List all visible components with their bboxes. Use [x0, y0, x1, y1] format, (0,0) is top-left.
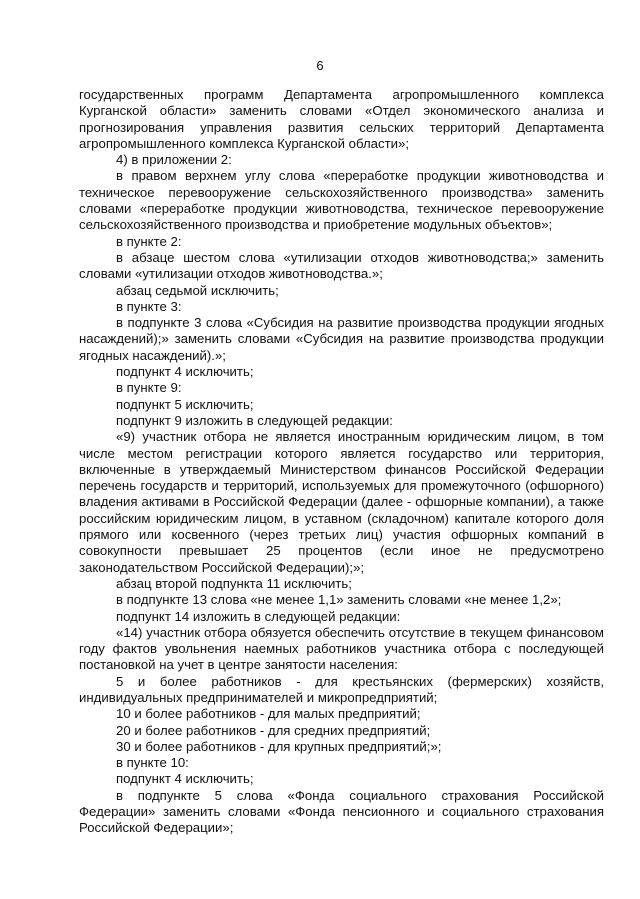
paragraph: 20 и более работников - для средних предприятий; [116, 722, 431, 738]
paragraph: в правом верхнем углу слова «переработке продукции животноводства и техническое перевооружение сельскохозяйственного производства» заменить словами «переработке продукции животноводства, техническое перевооружение сельскохозяйственного производства и приобретение модульных объектов»; [79, 168, 604, 233]
paragraph: в подпункте 3 слова «Субсидия на развитие производства продукции ягодных насаждений);» заменить словами «Субсидия на развитие производства продукции ягодных насаждений).»; [79, 315, 604, 363]
page-number: 6 [316, 58, 324, 73]
paragraph: 30 и более работников - для крупных предприятий;»; [116, 738, 442, 754]
paragraph: подпункт 9 изложить в следующей редакции: [116, 412, 393, 428]
paragraph: в пункте 2: [116, 233, 182, 249]
paragraph: государственных программ Департамента агропромышленного комплекса Курганской области» заменить словами «Отдел экономического анализа и прогнозирования управления развития сельских территорий Департамента агропромышленного комплекса Курганской области»; [79, 87, 604, 151]
paragraph: абзац второй подпункта 11 исключить; [116, 575, 352, 591]
paragraph: 5 и более работников - для крестьянских (фермерских) хозяйств, индивидуальных предпринимателей и микропредприятий; [79, 673, 604, 705]
paragraph: в абзаце шестом слова «утилизации отходов животноводства;» заменить словами «утилизации отходов животноводства.»; [79, 249, 604, 282]
paragraph: 4) в приложении 2: [116, 152, 232, 168]
paragraph: в пункте 9: [116, 380, 182, 396]
paragraph: «9) участник отбора не является иностранным юридическим лицом, в том числе местом регистрации которого является государство или территория, включенные в утверждаемый Министерством финансов Российской Федерации перечень государств и территорий, используемых для промежуточного (офшорного) владения активами в Российской Федерации (далее - офшорные компании), а также российским юридическим лицом, в уставном (складочном) капитале которого доля прямого или косвенного (через третьих лиц) участия офшорных компаний в совокупности превышает 25 процентов (если иное не предусмотрено законодательством Российской Федерации);»; [79, 429, 604, 575]
paragraph: в пункте 10: [116, 755, 189, 771]
paragraph: подпункт 4 исключить; [116, 364, 254, 380]
paragraph: абзац седьмой исключить; [116, 282, 279, 298]
paragraph: 10 и более работников - для малых предприятий; [116, 706, 421, 722]
paragraph: подпункт 5 исключить; [116, 396, 254, 412]
paragraph: в подпункте 13 слова «не менее 1,1» заменить словами «не менее 1,2»; [116, 592, 562, 608]
paragraph: подпункт 4 исключить; [116, 771, 254, 787]
paragraph: подпункт 14 изложить в следующей редакции: [116, 608, 401, 624]
document-body [79, 87, 604, 837]
paragraph: в пункте 3: [116, 298, 182, 314]
paragraph: в подпункте 5 слова «Фонда социального страхования Российской Федерации» заменить словами «Фонда пенсионного и социального страхования Российской Федерации»; [79, 787, 604, 836]
paragraph: «14) участник отбора обязуется обеспечить отсутствие в текущем финансовом году фактов увольнения наемных работников участника отбора с последующей постановкой на учет в центре занятости населения: [79, 624, 604, 673]
